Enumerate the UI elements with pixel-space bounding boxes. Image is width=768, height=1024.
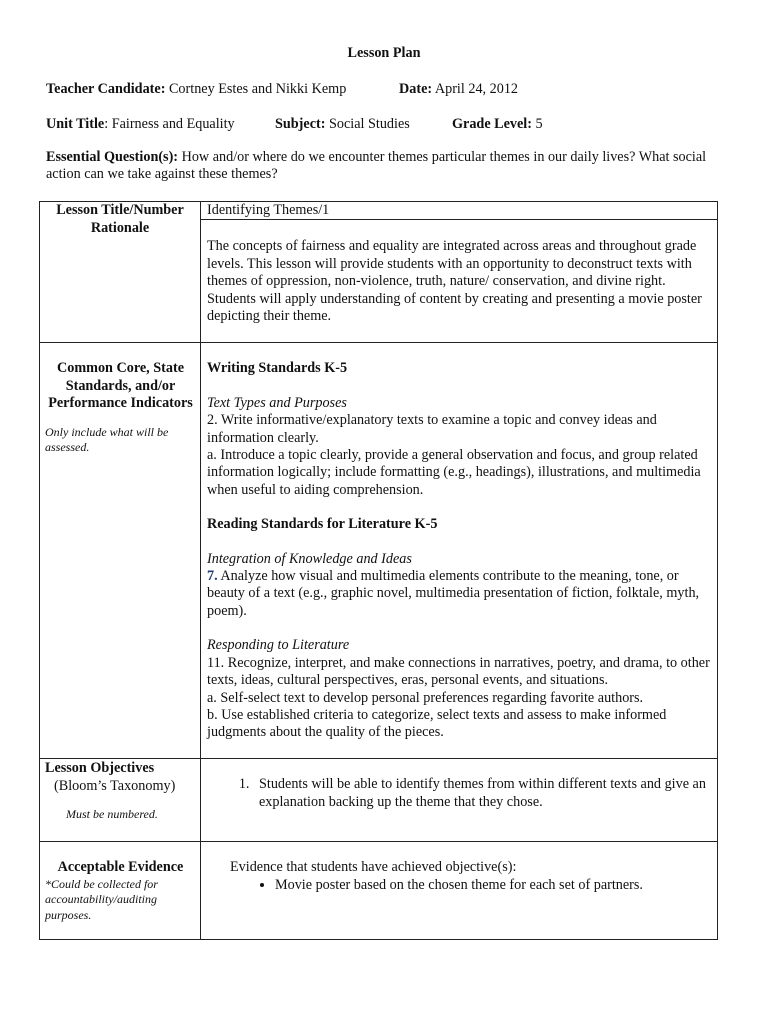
unit-label: Unit Title: [46, 116, 105, 132]
objectives-content: [201, 759, 718, 842]
reading-standard-7: [207, 568, 711, 620]
responding-standard-11: 11. Recognize, interpret, and make connections in narratives, poetry, and drama, to other texts, ideas, cultural perspectives, eras, personal events, and situations.: [207, 654, 710, 689]
evidence-content: [201, 842, 718, 940]
teacher-label: Teacher Candidate:: [46, 81, 166, 97]
grade-label: Grade Level:: [452, 116, 532, 132]
responding-standard-b: b. Use established criteria to categorize, select texts and assess to make informed judgments about the quality of the pieces.: [207, 706, 667, 741]
lesson-title-value: Identifying Themes/1: [201, 202, 718, 220]
rationale-text: [201, 220, 718, 343]
subject-label: Subject:: [275, 116, 326, 132]
standards-content: [201, 343, 718, 759]
document-title: Lesson Plan: [347, 45, 421, 61]
essential-question: [46, 149, 726, 184]
grade-line: [452, 116, 543, 133]
standards-label-cell: [40, 343, 201, 759]
rationale-label: Rationale: [40, 220, 201, 343]
date-label: Date:: [399, 81, 433, 97]
essential-value: How and/or where do we encounter themes particular themes in our daily lives? What social action can we take against these themes?: [46, 149, 707, 183]
teacher-value: Cortney Estes and Nikki Kemp: [165, 81, 347, 97]
evidence-note: *Could be collected for accountability/auditing purposes.: [45, 876, 158, 922]
objectives-note: Must be numbered.: [66, 807, 158, 822]
objective-item: 1. Students will be able to identify themes from within different texts and give an explanation backing up the theme that they chose.: [253, 776, 711, 811]
standards-label: Common Core, State Standards, and/or Performance Indicators: [48, 360, 193, 412]
reading-subheading: Integration of Knowledge and Ideas: [207, 550, 412, 567]
essential-label: Essential Question(s):: [46, 149, 179, 165]
objectives-sub: (Bloom’s Taxonomy): [54, 777, 176, 794]
lesson-title-label: Lesson Title/Number: [40, 202, 201, 220]
unit-value: : Fairness and Equality: [104, 116, 235, 132]
evidence-list: [207, 877, 711, 894]
writing-standard-2a: a. Introduce a topic clearly, provide a general observation and focus, and group related information logically; include formatting (e.g., headings), illustrations, and multimedia when useful to aiding comprehension.: [207, 447, 701, 498]
evidence-intro: Evidence that students have achieved objective(s):: [230, 859, 517, 876]
reading-heading: Reading Standards for Literature K-5: [207, 516, 438, 533]
grade-value: 5: [531, 116, 543, 132]
lesson-table: [39, 201, 718, 940]
objectives-label-cell: [40, 759, 201, 842]
evidence-item: • Movie poster based on the chosen theme for each set of partners.: [275, 877, 711, 894]
reading-7-number: 7.: [207, 568, 218, 585]
subject-line: [275, 116, 410, 133]
unit-line: [46, 116, 235, 133]
evidence-label-cell: [40, 842, 201, 940]
writing-standard-2: 2. Write informative/explanatory texts to examine a topic and convey ideas and information clearly.: [207, 412, 657, 446]
evidence-label: Acceptable Evidence: [57, 859, 184, 876]
objectives-list: [207, 776, 711, 811]
objectives-label: Lesson Objectives: [45, 760, 155, 777]
responding-subheading: Responding to Literature: [207, 637, 350, 654]
reading-7-text: Analyze how visual and multimedia elements contribute to the meaning, tone, or beauty of a text (e.g., graphic novel, multimedia presentation of fiction, folktale, myth, poem).: [207, 568, 700, 619]
writing-subheading: Text Types and Purposes: [207, 394, 347, 411]
date-line: [399, 81, 518, 98]
date-value: April 24, 2012: [432, 81, 519, 97]
standards-note: Only include what will be assessed.: [45, 424, 169, 455]
rationale-paragraph: The concepts of fairness and equality are integrated across areas and throughout grade levels. This lesson will provide students with an opportunity to deconstruct texts with themes of oppression, non-violence, truth, nature/ conservation, and divine right. Students will apply understanding of content by creating and presenting a movie poster depicting their theme.: [207, 238, 702, 325]
teacher-line: [46, 81, 346, 98]
subject-value: Social Studies: [325, 116, 410, 132]
writing-heading: Writing Standards K-5: [207, 360, 348, 377]
responding-standard-a: a. Self-select text to develop personal preferences regarding favorite authors.: [207, 689, 644, 706]
